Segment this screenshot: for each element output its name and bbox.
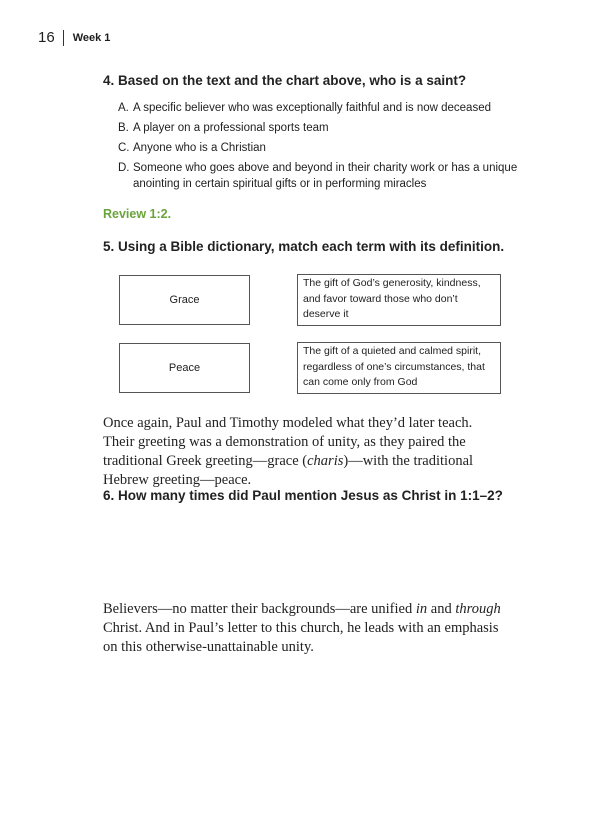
definition-box-1 — [297, 274, 501, 326]
option-a — [118, 101, 518, 117]
italic-word: in — [415, 601, 428, 617]
italic-word: through — [455, 601, 501, 617]
italic-term: charis — [307, 453, 344, 469]
option-b — [118, 121, 518, 137]
paragraph-text: Believers—no matter their backgrounds—are unified — [103, 601, 416, 617]
option-text: A specific believer who was exceptionally faithful and is now deceased — [133, 102, 491, 114]
option-letter: D. — [118, 162, 130, 174]
body-paragraph-2 — [103, 600, 503, 657]
term-box-grace — [119, 275, 250, 325]
term-label: Grace — [169, 294, 200, 306]
page-number: 16 — [38, 29, 55, 46]
paragraph-text: Once again, Paul and Timothy modeled what they’d later teach. Their greeting was a demonstration of unity, as they paired the traditional Greek greeting—grace ( — [103, 415, 473, 469]
term-box-peace — [119, 343, 250, 393]
option-c — [118, 141, 518, 157]
question-6: 6. How many times did Paul mention Jesus as Christ in 1:1–2? — [103, 488, 503, 503]
paragraph-text: Christ. And in Paul’s letter to this church, he leads with an emphasis on this otherwise-unattainable unity. — [103, 620, 499, 655]
body-paragraph-1 — [103, 414, 503, 490]
option-letter: C. — [118, 142, 130, 154]
review-heading: Review 1:2. — [103, 207, 172, 221]
definition-text: The gift of God’s generosity, kindness, and favor toward those who don’t deserve it — [303, 277, 481, 320]
running-header — [38, 29, 110, 46]
option-letter: B. — [118, 122, 129, 134]
option-text: A player on a professional sports team — [133, 122, 329, 134]
question-4-options — [118, 101, 518, 197]
definition-box-2 — [297, 342, 501, 394]
option-letter: A. — [118, 102, 129, 114]
definition-text: The gift of a quieted and calmed spirit, regardless of one’s circumstances, that can come only from God — [303, 345, 485, 388]
section-label: Week 1 — [72, 31, 111, 44]
option-text: Someone who goes above and beyond in their charity work or has a unique anointing in certain spiritual gifts or in performing miracles — [133, 162, 518, 190]
header-divider — [63, 30, 64, 46]
paragraph-text: and — [427, 601, 456, 617]
term-label: Peace — [168, 362, 201, 374]
option-text: Anyone who is a Christian — [133, 142, 266, 154]
paragraph-text: )—with the traditional Hebrew greeting—peace. — [103, 453, 474, 488]
question-4: 4. Based on the text and the chart above, who is a saint? — [103, 73, 467, 88]
question-5: 5. Using a Bible dictionary, match each term with its definition. — [103, 239, 505, 254]
option-d — [118, 161, 518, 192]
